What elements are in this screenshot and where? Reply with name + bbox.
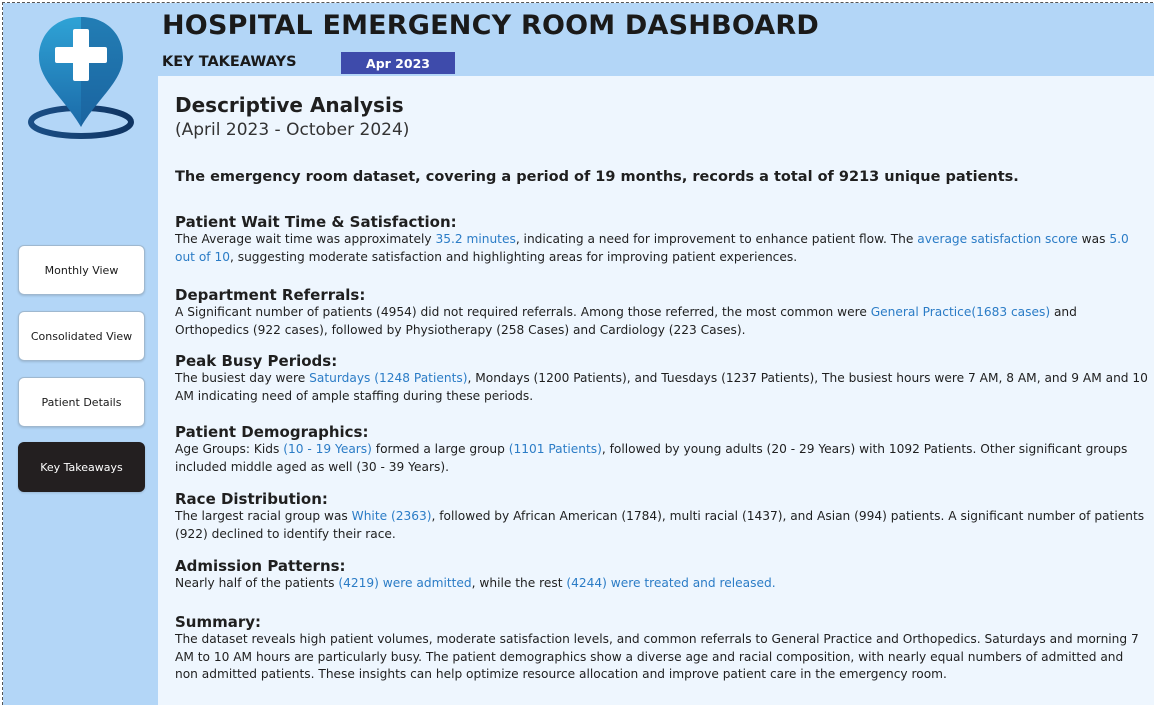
section-summary xyxy=(175,613,1150,684)
section-title: Department Referrals: xyxy=(175,286,366,304)
section-text: The Average wait time was approximately 35.2 minutes, indicating a need for improvement to enhance patient flow. The average satisfaction score was 5.0 out of 10, suggesting moderate satisfaction and highlighting areas for improving patient experiences. xyxy=(175,232,1129,264)
section-title: Patient Wait Time & Satisfaction: xyxy=(175,213,457,231)
section-text: A Significant number of patients (4954) did not required referrals. Among those referred, the most common were General Practice(1683 cases) and Orthopedics (922 cases), followed by Physiotherapy (258 Cases) and Cardiology (223 Cases). xyxy=(175,305,1077,337)
section-title: Race Distribution: xyxy=(175,490,328,508)
section-demographics xyxy=(175,423,1150,476)
section-admission xyxy=(175,557,1150,593)
hospital-location-pin-icon xyxy=(25,15,137,141)
page-subtitle: KEY TAKEAWAYS xyxy=(162,54,297,70)
section-wait-time xyxy=(175,213,1150,266)
section-peak-periods xyxy=(175,352,1150,405)
section-text: The busiest day were Saturdays (1248 Patients), Mondays (1200 Patients), and Tuesdays (1237 Patients), The busiest hours were 7 AM, 8 AM, and 9 AM and 10 AM indicating need of ample staffing during these periods. xyxy=(175,371,1148,403)
section-text: Nearly half of the patients (4219) were admitted, while the rest (4244) were treated and released. xyxy=(175,576,776,590)
analysis-lead: The emergency room dataset, covering a period of 19 months, records a total of 9213 unique patients. xyxy=(175,169,1019,185)
section-title: Patient Demographics: xyxy=(175,423,369,441)
section-race xyxy=(175,490,1150,543)
section-text: The dataset reveals high patient volumes, moderate satisfaction levels, and common referrals to General Practice and Orthopedics. Saturdays and morning 7 AM to 10 AM hours are particularly busy. The patient demographics show a diverse age and racial composition, with nearly equal numbers of admitted and non admitted patients. These insights can help optimize resource allocation and improve patient care in the emergency room. xyxy=(175,632,1139,681)
section-title: Peak Busy Periods: xyxy=(175,352,338,370)
nav-button-patient-details[interactable]: Patient Details xyxy=(18,377,145,427)
page-title: HOSPITAL EMERGENCY ROOM DASHBOARD xyxy=(162,10,819,41)
nav-button-monthly-view[interactable]: Monthly View xyxy=(18,245,145,295)
section-title: Summary: xyxy=(175,613,262,631)
analysis-heading: Descriptive Analysis xyxy=(175,93,404,117)
section-text: Age Groups: Kids (10 - 19 Years) formed a large group (1101 Patients), followed by young adults (20 - 29 Years) with 1092 Patients. Other significant groups included middle aged as well (30 - 39 Years). xyxy=(175,442,1128,474)
section-text: The largest racial group was White (2363), followed by African American (1784), multi racial (1437), and Asian (994) patients. A significant number of patients (922) declined to identify their race. xyxy=(175,509,1145,541)
nav-button-key-takeaways[interactable]: Key Takeaways xyxy=(18,442,145,492)
nav-button-consolidated-view[interactable]: Consolidated View xyxy=(18,311,145,361)
analysis-document xyxy=(175,92,1150,202)
section-title: Admission Patterns: xyxy=(175,557,346,575)
section-referrals xyxy=(175,286,1150,339)
analysis-date-range: (April 2023 - October 2024) xyxy=(175,120,410,140)
date-badge[interactable]: Apr 2023 xyxy=(341,52,455,74)
